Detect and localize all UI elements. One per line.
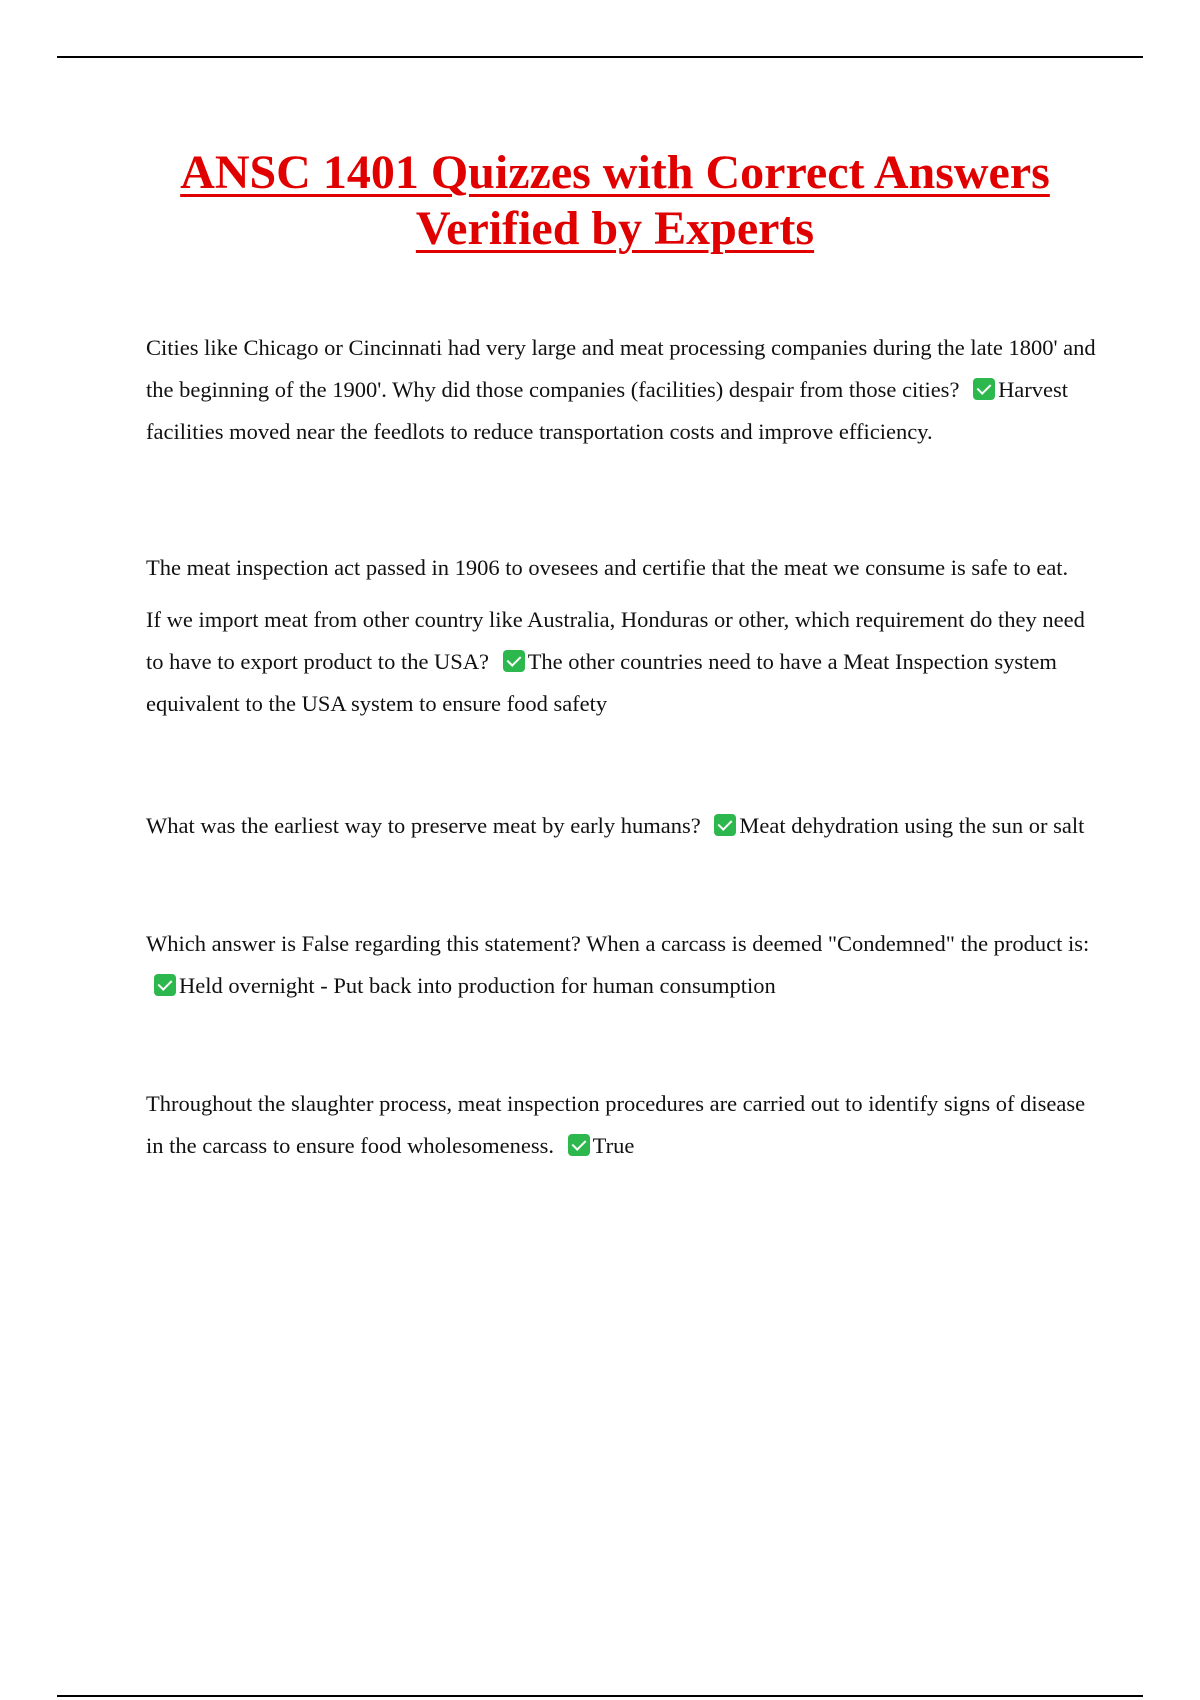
document-body	[146, 327, 1101, 1167]
question-text: If we import meat from other country like Australia, Honduras or other, which requirement do they need to have to export product to the USA?	[146, 607, 1085, 674]
document-title: ANSC 1401 Quizzes with Correct Answers Verified by Experts	[180, 146, 1050, 255]
check-mark-icon	[714, 814, 736, 836]
question-text: Throughout the slaughter process, meat inspection procedures are carried out to identify signs of disease in the carcass to ensure food wholesomeness.	[146, 1091, 1086, 1158]
qa-item-5	[146, 923, 1101, 1007]
check-mark-icon	[503, 650, 525, 672]
qa-item-4	[146, 805, 1101, 847]
question-text: What was the earliest way to preserve meat by early humans?	[146, 813, 701, 838]
question-text: The meat inspection act passed in 1906 to ovesees and certifie that the meat we consume is safe to eat.	[146, 555, 1069, 580]
qa-item-1	[146, 327, 1101, 453]
check-mark-icon	[154, 974, 176, 996]
question-text: Cities like Chicago or Cincinnati had very large and meat processing companies during the late 1800' and the beginning of the 1900'. Why did those companies (facilities) despair from those cities?	[146, 335, 1096, 402]
top-rule	[57, 56, 1143, 58]
answer-text: True	[592, 1133, 635, 1158]
answer-text: The other countries need to have a Meat Inspection system equivalent to the USA system to ensure food safety	[146, 649, 1057, 716]
qa-item-2	[146, 547, 1101, 589]
bottom-rule	[57, 1695, 1143, 1697]
answer-text: Meat dehydration using the sun or salt	[739, 813, 1085, 838]
qa-item-6	[146, 1083, 1101, 1167]
answer-text: Harvest facilities moved near the feedlots to reduce transportation costs and improve efficiency.	[146, 377, 1069, 444]
question-text: Which answer is False regarding this statement? When a carcass is deemed "Condemned" the product is:	[146, 931, 1090, 956]
check-mark-icon	[973, 378, 995, 400]
answer-text: Held overnight - Put back into production for human consumption	[179, 973, 776, 998]
qa-item-3	[146, 599, 1101, 725]
check-mark-icon	[568, 1134, 590, 1156]
